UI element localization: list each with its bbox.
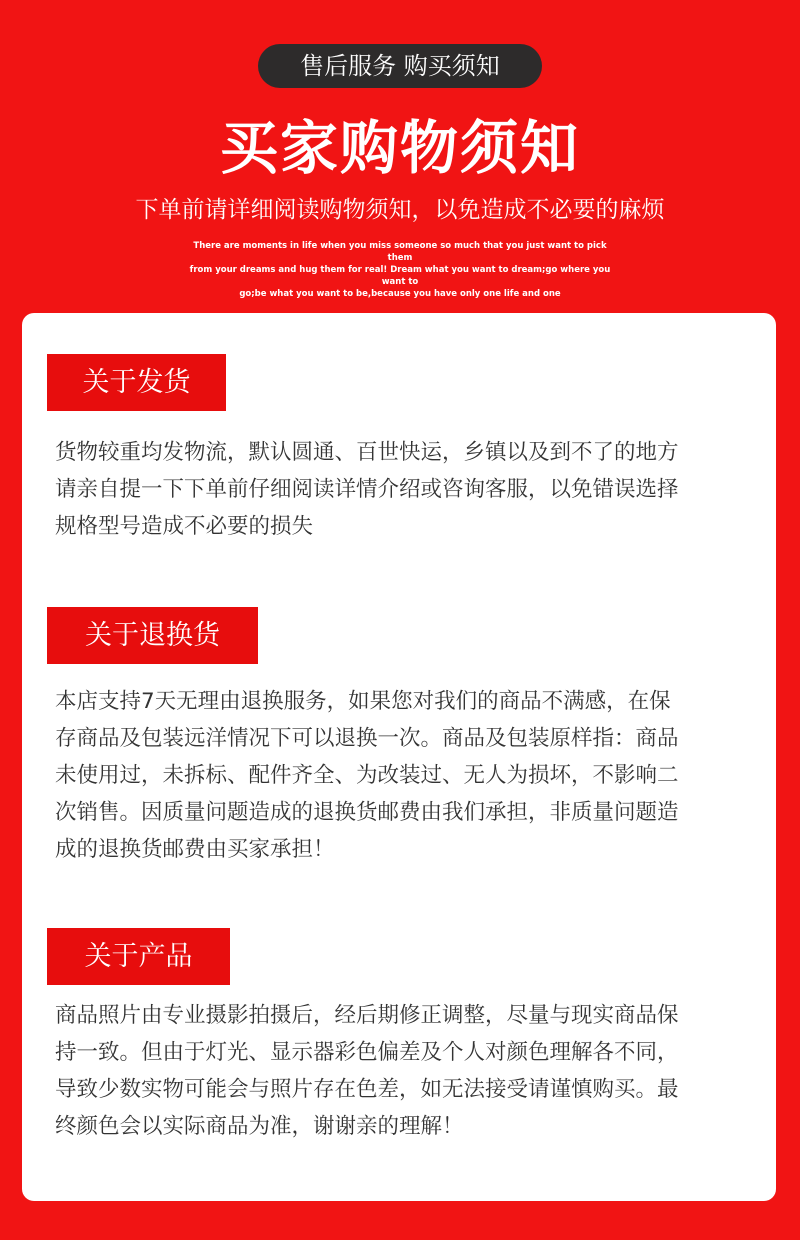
english-line: There are moments in life when you miss someone so much that you just want to pick them	[193, 241, 607, 263]
english-line: go;be what you want to be,because you have only one life and one	[239, 289, 561, 299]
text-line: 未使用过，未拆标、配件齐全、为改装过、无人为损坏，不影响二	[55, 763, 679, 788]
section-body-shipping	[55, 434, 755, 545]
text-line: 次销售。因质量问题造成的退换货邮费由我们承担，非质量问题造	[55, 800, 679, 825]
section-body-products	[55, 997, 755, 1145]
text-line: 持一致。但由于灯光、显示器彩色偏差及个人对颜色理解各不同，	[55, 1040, 679, 1065]
section-heading-shipping: 关于发货	[47, 354, 226, 411]
header-pill: 售后服务 购买须知	[258, 44, 542, 88]
text-line: 请亲自提一下下单前仔细阅读详情介绍或咨询客服，以免错误选择	[55, 477, 679, 502]
page-title: 买家购物须知	[219, 114, 580, 182]
text-line: 成的退换货邮费由买家承担！	[55, 837, 335, 862]
text-line: 规格型号造成不必要的损失	[55, 514, 314, 539]
notice-card	[22, 313, 776, 1201]
text-line: 商品照片由专业摄影拍摄后，经后期修正调整，尽量与现实商品保	[55, 1003, 679, 1028]
section-heading-returns: 关于退换货	[47, 607, 258, 664]
text-line: 本店支持7天无理由退换服务，如果您对我们的商品不满感，在保	[55, 689, 671, 714]
english-line: from your dreams and hug them for real! Dream what you want to dream;go where you want to	[189, 265, 611, 287]
text-line: 存商品及包装远洋情况下可以退换一次。商品及包装原样指：商品	[55, 726, 679, 751]
section-body-returns	[55, 683, 755, 868]
text-line: 终颜色会以实际商品为准，谢谢亲的理解！	[55, 1114, 464, 1139]
english-paragraph	[180, 240, 620, 300]
section-heading-products: 关于产品	[47, 928, 230, 985]
text-line: 导致少数实物可能会与照片存在色差，如无法接受请谨慎购买。最	[55, 1077, 679, 1102]
page-subtitle: 下单前请详细阅读购物须知，以免造成不必要的麻烦	[135, 197, 665, 223]
text-line: 货物较重均发物流，默认圆通、百世快运，乡镇以及到不了的地方	[55, 440, 679, 465]
